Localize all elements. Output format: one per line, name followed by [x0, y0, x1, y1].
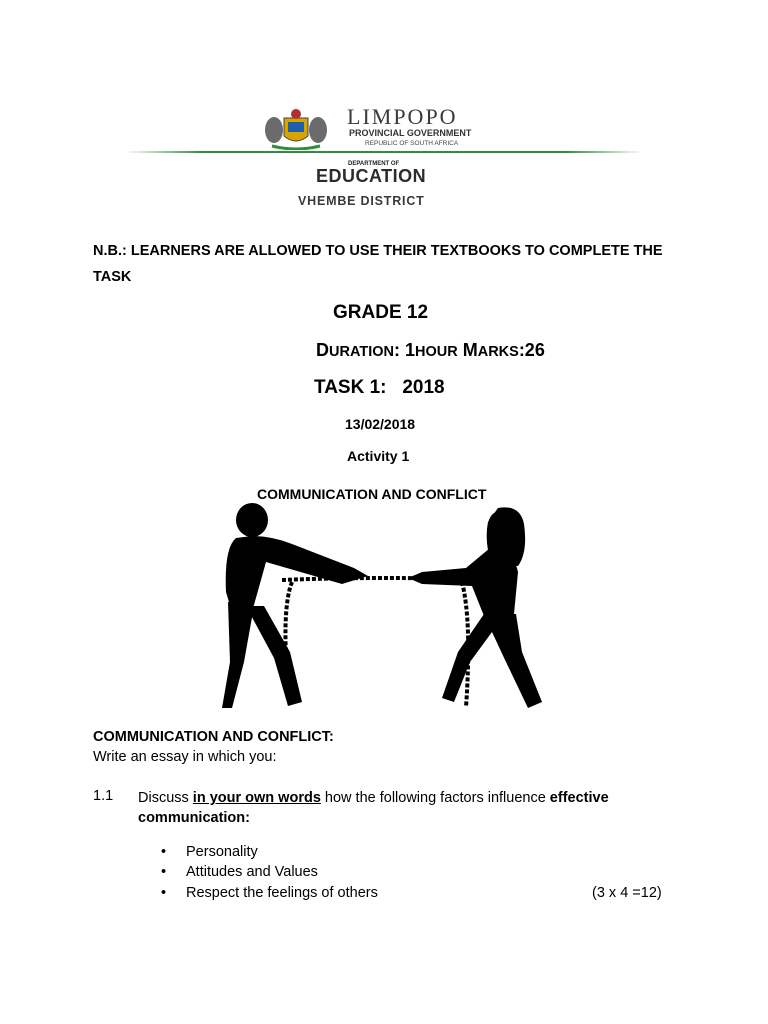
section-instruction: Write an essay in which you: [93, 749, 277, 765]
department-name: EDUCATION [316, 166, 427, 186]
district-name: VHEMBE DISTRICT [298, 194, 425, 208]
topic-title: COMMUNICATION AND CONFLICT [257, 486, 487, 502]
coat-of-arms-icon [262, 104, 330, 150]
factor-item: Respect the feelings of others [186, 885, 378, 901]
factor-item: Attitudes and Values [186, 864, 318, 880]
department-of-label: DEPARTMENT OF [348, 161, 400, 167]
tug-of-war-illustration [222, 502, 546, 710]
province-name: LIMPOPO [347, 104, 458, 129]
grade-title: GRADE 12 [333, 302, 429, 323]
bullet-icon: • [161, 864, 167, 880]
government-label: PROVINCIAL GOVERNMENT [349, 128, 472, 138]
header-divider [125, 150, 643, 154]
question-number: 1.1 [93, 788, 114, 804]
duration-marks: DURATION: 1HOUR MARKS:26 [316, 340, 545, 360]
factor-item: Personality [186, 844, 258, 860]
activity-label: Activity 1 [347, 448, 410, 464]
marks-allocation: (3 x 4 =12) [592, 885, 662, 901]
section-heading: COMMUNICATION AND CONFLICT: [93, 729, 334, 745]
woman-silhouette [408, 507, 542, 708]
bullet-icon: • [161, 844, 167, 860]
task-date: 13/02/2018 [345, 416, 416, 432]
task-title: TASK 1: 2018 [314, 377, 445, 398]
bullet-icon: • [161, 885, 167, 901]
question-text: Discuss in your own words how the following factors influence effective communication: [138, 790, 609, 826]
country-label: REPUBLIC OF SOUTH AFRICA [365, 140, 459, 147]
man-silhouette [222, 503, 368, 708]
notice-text: N.B.: LEARNERS ARE ALLOWED TO USE THEIR TEXTBOOKS TO COMPLETE THE TASK [93, 243, 663, 285]
